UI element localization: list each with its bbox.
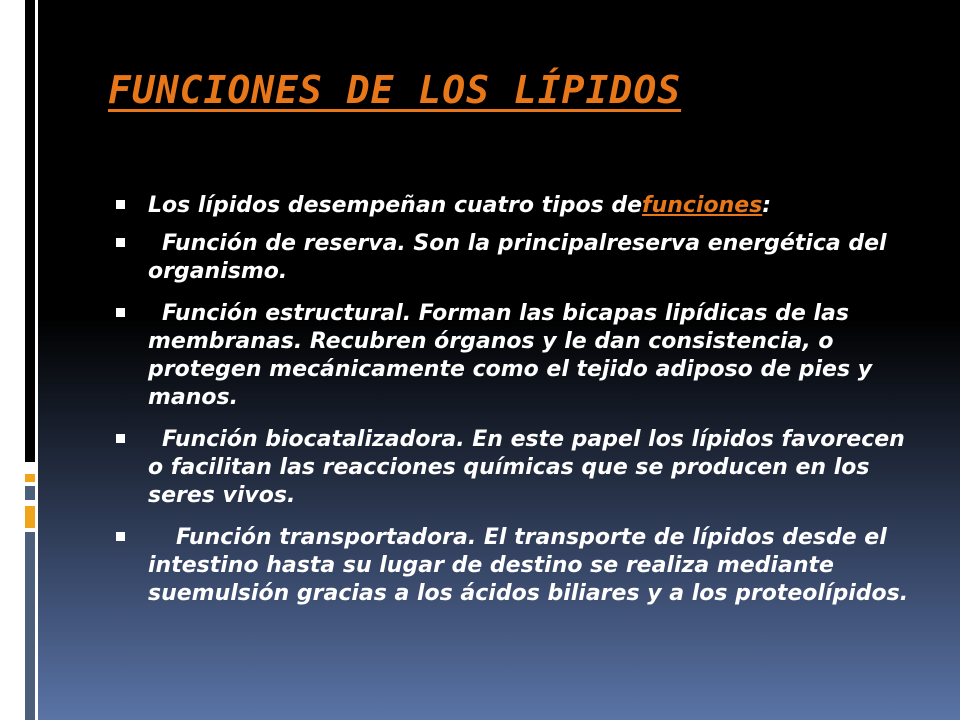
bullet-text-suffix: : — [762, 193, 772, 218]
square-bullet-icon — [116, 434, 125, 443]
decor-bar-orange-small — [25, 474, 35, 482]
bullet-list — [112, 192, 912, 622]
list-item — [112, 192, 912, 220]
list-item — [112, 230, 912, 286]
decor-bar-gray-long — [25, 532, 35, 720]
square-bullet-icon — [116, 200, 125, 209]
bullet-text: Función transportadora. El transporte de lípidos desde el intestino hasta su lugar de destino se realiza mediante suemulsión gracias a los ácidos biliares y a los proteolípidos. — [148, 525, 909, 606]
bullet-text: Función de reserva. Son la principalreserva energética del organismo. — [148, 231, 887, 284]
bullet-text: Función biocatalizadora. En este papel los lípidos favorecen o facilitan las reacciones químicas que se producen en los seres vivos. — [148, 427, 905, 508]
decor-bar-black — [25, 0, 35, 462]
decor-bar-gray — [25, 486, 35, 500]
bullet-text: Función estructural. Forman las bicapas lipídicas de las membranas. Recubren órganos y le dan consistencia, o protegen mecánicamente como el tejido adiposo de pies y manos. — [148, 301, 873, 410]
square-bullet-icon — [116, 532, 125, 541]
list-item — [112, 524, 912, 608]
square-bullet-icon — [116, 308, 125, 317]
bullet-text: Los lípidos desempeñan cuatro tipos de — [148, 193, 643, 218]
funciones-link[interactable]: funciones — [642, 193, 763, 218]
list-item — [112, 426, 912, 510]
square-bullet-icon — [116, 238, 125, 247]
slide-title: FUNCIONES DE LOS LÍPIDOS — [108, 68, 682, 112]
decor-bar-orange — [25, 506, 35, 528]
list-item — [112, 300, 912, 412]
